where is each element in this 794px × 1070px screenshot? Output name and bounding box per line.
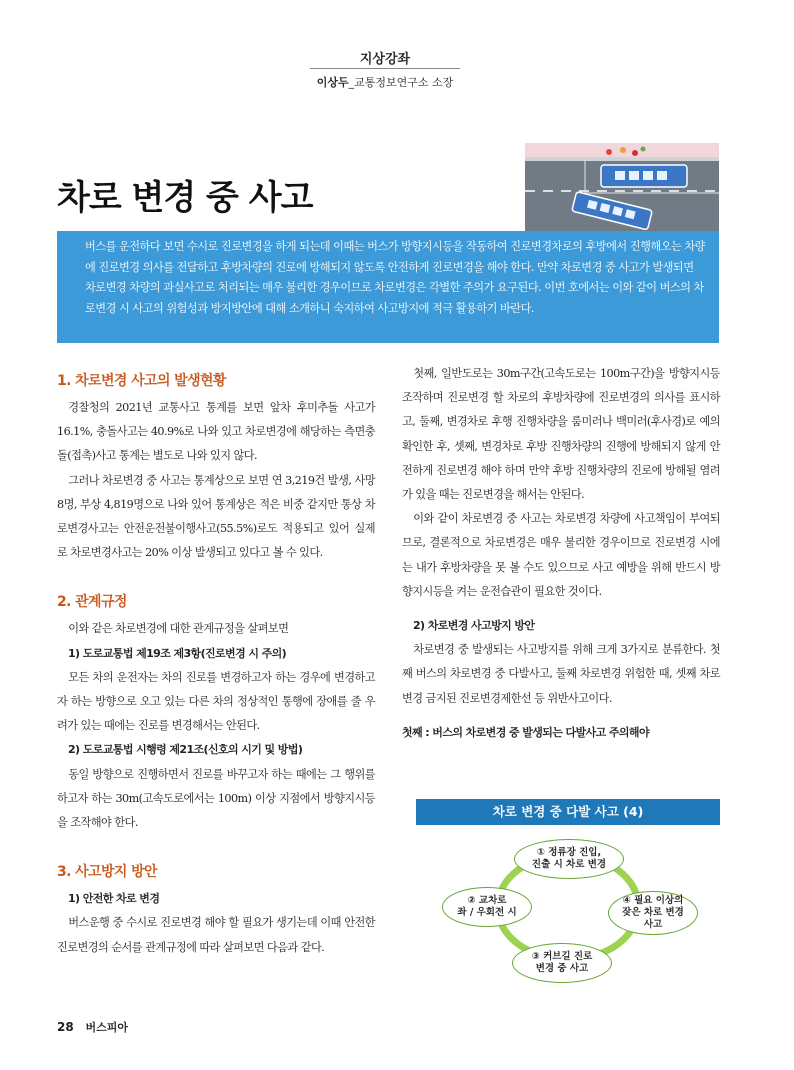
- spacer: [57, 565, 375, 583]
- intro-text: 버스를 운전하다 보면 수시로 진로변경을 하게 되는데 이때는 버스가 방향지시등을 작동하여 진로변경차로의 후방에서 진행해오는 차량에 진로변경 의사를 전달하고 후방차량의 진로에 방해되지 않도록 안전하게 진로변경을 해야 한다. 만약 차로변경 중 사고가 발생되면 차로변경 차량의 과실사고로 처리되는 매우 불리한 경우이므로 차로변경은 각별한 주의가 요구된다. 이번 호에서는 이와 같이 버스의 차로변경 시 사고의 위험성과 방지방안에 대해 소개하니 숙지하여 사고방지에 적극 활용하기 바란다.: [85, 240, 705, 315]
- paragraph: 모든 차의 운전자는 차의 진로를 변경하고자 하는 경우에 변경하고자 하는 방향으로 오고 있는 다른 차의 정상적인 통행에 장애를 줄 우려가 있는 때에는 진로를 변경해서는 안된다.: [57, 670, 375, 733]
- page-number: 28: [57, 1020, 74, 1034]
- diagram-node-intersection: [442, 887, 532, 927]
- paragraph: 이와 같이 차로변경 중 사고는 차로변경 차량에 사고책임이 부여되므로, 결론적으로 차로변경은 매우 불리한 경우이므로 진로변경 시에는 내가 후방차량을 못 볼 수도 있으므로 사고 예방을 위해 반드시 방향지시등을 켜는 운전습관이 필요한 것이다.: [402, 512, 720, 598]
- paragraph: 차로변경 중 발생되는 사고방지를 위해 크게 3가지로 분류한다. 첫째 버스의 차로변경 중 다발사고, 둘째 차로변경 위험한 때, 셋째 차로변경 금지된 진로변경제한선 등 위반사고이다.: [402, 643, 720, 705]
- page-footer: [57, 1019, 128, 1035]
- diagram-header: 차로 변경 중 다발 사고 (4): [416, 799, 720, 825]
- paragraph: 이와 같은 차로변경에 대한 관계규정을 살펴보면: [68, 622, 289, 636]
- author-name: 이상두: [316, 76, 349, 89]
- author-title: _교통정보연구소 소장: [348, 76, 454, 89]
- node-text: 진출 시 차로 변경: [531, 859, 607, 870]
- paragraph: 경찰청의 2021년 교통사고 통계를 보면 앞차 후미추돌 사고가 16.1%, 충돌사고는 40.9%로 나와 있고 차로변경에 해당하는 측면충돌(접촉)사고 통계는 별도로 나와 있지 않다.: [57, 401, 375, 463]
- diagram-node-curve: [512, 943, 612, 983]
- node-text: 사고: [643, 919, 663, 930]
- node-text: ③ 커브길 진로: [531, 951, 593, 962]
- heading-occurrence: 1. 차로변경 사고의 발생현황: [57, 373, 226, 389]
- spacer: [402, 604, 720, 614]
- diagram-node-frequent-change: [608, 891, 698, 935]
- page-header: [0, 0, 794, 100]
- bus-lane-change-illustration: [525, 143, 719, 237]
- magazine-name: 버스피아: [85, 1021, 129, 1034]
- node-text: ② 교차로: [467, 895, 507, 906]
- diagram-node-bus-stop: [514, 839, 624, 879]
- subheading: 2) 도로교통법 시행령 제21조(신호의 시기 및 방법): [68, 743, 303, 757]
- paragraph: 그러나 차로변경 중 사고는 통계상으로 보면 연 3,219건 발생, 사망 8명, 부상 4,819명으로 나와 있어 통계상은 적은 비중 같지만 통상 차로변경사고는 안전운전불이행사고(55.5%)로도 적용되고 있어 실제로 차로변경사고는 20% 이상 발생되고 있다고 볼 수 있다.: [57, 473, 375, 560]
- article-title: 차로 변경 중 사고: [57, 178, 313, 218]
- subheading: 1) 도로교통법 제19조 제3항(진로변경 시 주의): [68, 646, 287, 660]
- spacer: [57, 835, 375, 853]
- heading-regulations: 2. 관계규정: [57, 594, 127, 611]
- section-divider: [310, 68, 460, 69]
- left-column: [57, 362, 375, 960]
- author-line: [310, 74, 460, 90]
- paragraph: 동일 방향으로 진행하면서 진로를 바꾸고자 하는 때에는 그 행위를 하고자 하는 30m(고속도로에서는 100m) 이상 지점에서 방향지시등을 조작해야 한다.: [57, 767, 375, 830]
- node-text: ④ 필요 이상의: [622, 895, 684, 906]
- paragraph: 버스운행 중 수시로 진로변경 해야 할 필요가 생기는데 이때 안전한 진로변경의 순서를 관계규정에 따라 살펴보면 다음과 같다.: [57, 916, 375, 954]
- paragraph: 첫째, 일반도로는 30m구간(고속도로는 100m구간)을 방향지시등 조작하며 진로변경 할 차로의 후방차량에 진로변경의 의사를 표시하고, 둘째, 변경차로 후행 진행차량을 룸미러나 백미러(후사경)로 예의 확인한 후, 셋째, 변경차로 후방 진행차량의 진행에 방해되지 않게 안전하게 진로변경 해야 하며 만약 후방 진행차량의 진로에 방해될 염려가 있을 때는 진로변경을 해서는 안된다.: [402, 367, 720, 502]
- section-name: 지상강좌: [359, 52, 411, 67]
- node-text: 변경 중 사고: [535, 963, 589, 974]
- intro-box: [57, 231, 719, 343]
- right-column: [402, 362, 720, 745]
- heading-prevention: 3. 사고방지 방안: [57, 864, 157, 881]
- node-text: 좌 / 우회전 시: [457, 907, 517, 918]
- node-text: 잦은 차로 변경: [622, 907, 684, 918]
- subheading: 2) 차로변경 사고방지 방안: [413, 619, 535, 633]
- frequent-accidents-diagram: [416, 799, 720, 994]
- spacer: [402, 711, 720, 721]
- node-text: ① 정류장 진입,: [536, 847, 602, 858]
- subheading: 첫째 : 버스의 차로변경 중 발생되는 다발사고 주의해야: [402, 725, 649, 739]
- subheading: 1) 안전한 차로 변경: [68, 892, 160, 906]
